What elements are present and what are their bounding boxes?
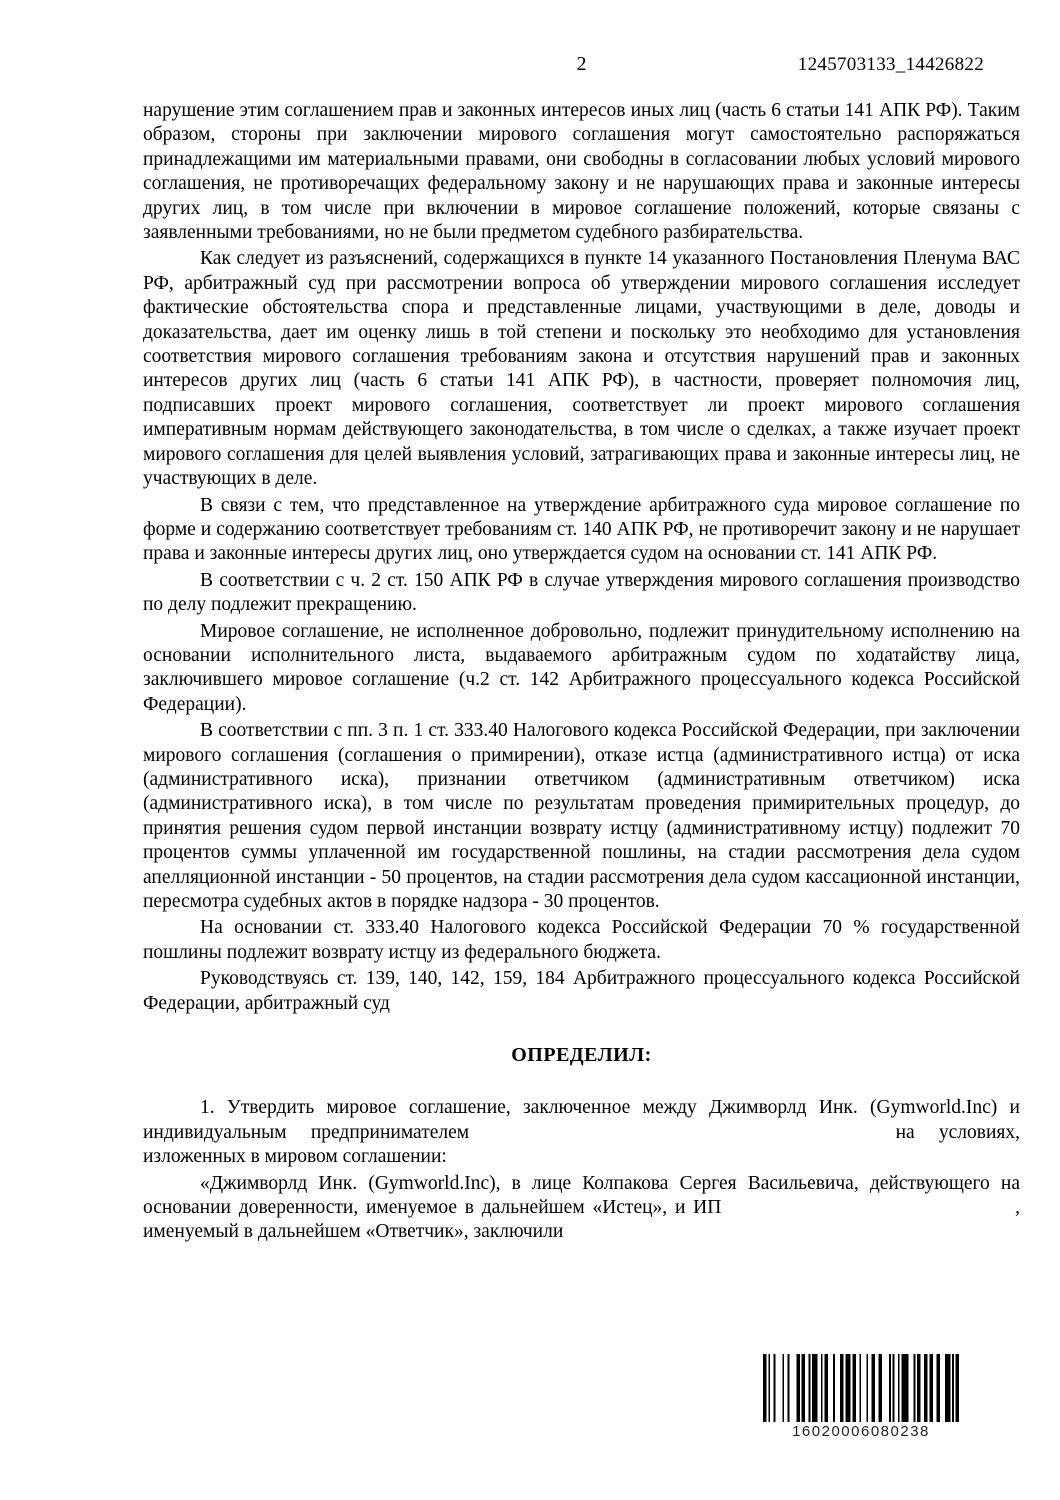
paragraph-3: В связи с тем, что представленное на утверждение арбитражного суда мировое соглашение по форме и содержанию соответствует требованиям ст. 140 АПК РФ, не противоречит закону и не нарушает права и законные интересы других лиц, оно утверждается судом на основании ст. 141 АПК РФ. [143, 494, 1020, 565]
operative-item-1-text: 1. Утвердить мировое соглашение, заключенное между Джимворлд Инк. (Gymworld.Inc) и индивидуальным предпринимателем [143, 1097, 1020, 1143]
settlement-preamble [143, 1172, 1020, 1245]
document-id: 1245703133_14426822 [797, 54, 984, 75]
barcode [763, 1354, 959, 1440]
paragraph-4: В соответствии с ч. 2 ст. 150 АПК РФ в случае утверждения мирового соглашения производство по делу подлежит прекращению. [143, 569, 1020, 616]
ruling-heading: ОПРЕДЕЛИЛ: [511, 1044, 652, 1067]
paragraph-6: В соответствии с пп. 3 п. 1 ст. 333.40 Налогового кодекса Российской Федерации, при заключении мирового соглашения (соглашения о примирении), отказе истца (административного истца) от иска (административного иска), признании ответчиком (административным ответчиком) иска (административного иска), в том числе по результатам проведения примирительных процедур, до принятия решения судом первой инстанции возврату истцу (административному истцу) подлежит 70 процентов суммы уплаченной им государственной пошлины, на стадии рассмотрения дела судом апелляционной инстанции - 50 процентов, на стадии рассмотрения дела судом кассационной инстанции, пересмотра судебных актов в порядке надзора - 30 процентов. [143, 720, 1020, 912]
barcode-bars [763, 1354, 959, 1422]
settlement-preamble-text: «Джимворлд Инк. (Gymworld.Inc), в лице Колпакова Сергея Васильевича, действующего на основании доверенности, именуемое в дальнейшем «Истец», и ИП [143, 1172, 1020, 1219]
paragraph-2: Как следует из разъяснений, содержащихся в пункте 14 указанного Постановления Пленума ВАС РФ, арбитражный суд при рассмотрении вопроса об утверждении мирового соглашения исследует фактические обстоятельства спора и представленные лицами, участвующими в деле, доводы и доказательства, дает им оценку лишь в той степени и поскольку это необходимо для установления соответствия мирового соглашения требованиям закона и отсутствия нарушений прав и законных интересов других лиц (часть 6 статьи 141 АПК РФ), в частности, проверяет полномочия лиц, подписавших проект мирового соглашения, соответствует ли проект мирового соглашения императивным нормам действующего законодательства, в том числе о сделках, а также изучает проект мирового соглашения для целей выявления условий, затрагивающих права и законные интересы лиц, не участвующих в деле. [143, 248, 1020, 490]
page-header [143, 53, 1020, 81]
barcode-number: 16020006080238 [792, 1423, 930, 1440]
operative-item-1-tail: на условиях, изложенных в мировом соглашении: [143, 1121, 1021, 1168]
paragraph-5: Мировое соглашение, не исполненное добровольно, подлежит принудительному исполнению на основании исполнительного листа, выдаваемого арбитражным судом по ходатайству лица, заключившего мировое соглашение (ч.2 ст. 142 Арбитражного процессуального кодекса Российской Федерации). [143, 620, 1020, 715]
paragraph-1: нарушение этим соглашением прав и законных интересов иных лиц (часть 6 статьи 141 АПК РФ). Таким образом, стороны при заключении мирового соглашения могут самостоятельно распоряжаться принадлежащими им материальными правами, они свободны в согласовании любых условий мирового соглашения, не противоречащих федеральному закону и не нарушающих права и законные интересы других лиц, в том числе при включении в мировое соглашение положений, которые связаны с заявленными требованиями, но не были предметом судебного разбирательства. [143, 100, 1020, 244]
operative-item-1 [143, 1096, 1020, 1169]
page-number: 2 [576, 53, 587, 75]
settlement-preamble-tail: , именуемый в дальнейшем «Ответчик», заключили [143, 1197, 1021, 1243]
redaction-gap [493, 1137, 871, 1138]
document-body [143, 99, 1020, 1247]
redaction-gap-2 [729, 1212, 1015, 1213]
paragraph-7: На основании ст. 333.40 Налогового кодекса Российской Федерации 70 % государственной пошлины подлежит возврату истцу из федерального бюджета. [143, 917, 1020, 963]
paragraph-8: Руководствуясь ст. 139, 140, 142, 159, 184 Арбитражного процессуального кодекса Российской Федерации, арбитражный суд [143, 968, 1020, 1014]
